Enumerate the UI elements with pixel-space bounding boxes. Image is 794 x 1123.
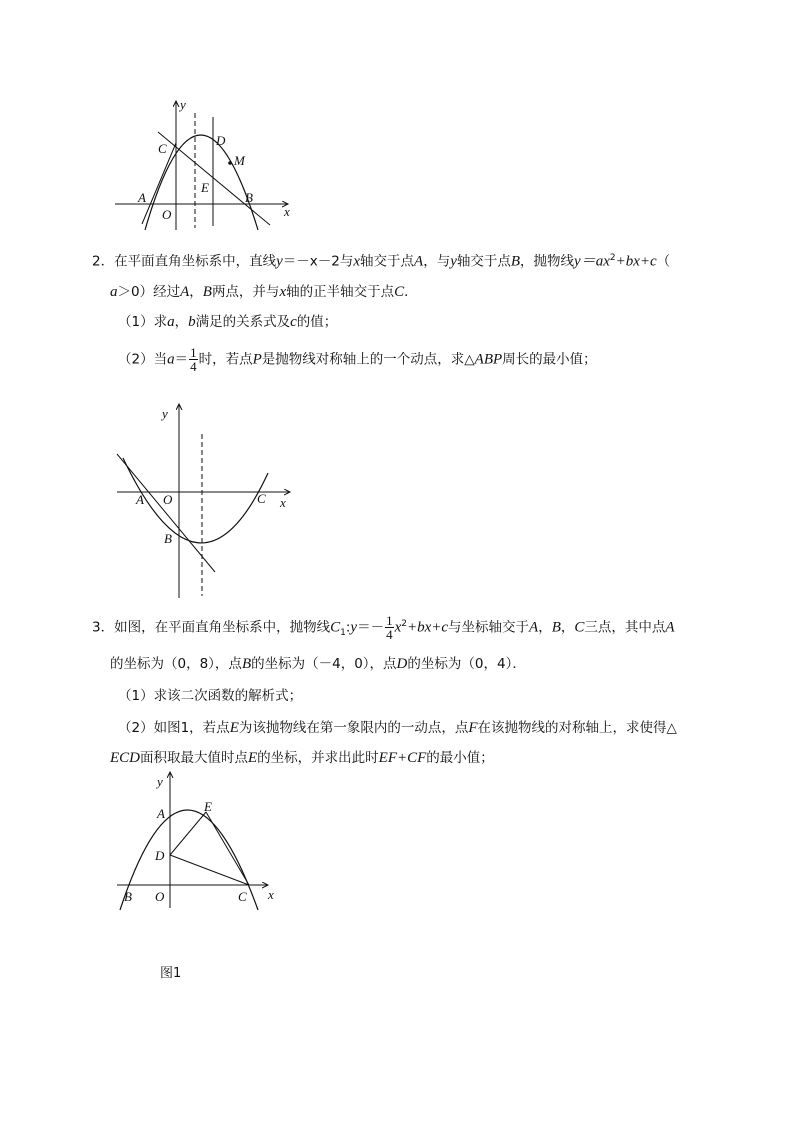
segment-ec [206,812,249,885]
label-o: O [162,207,172,222]
q3-part-2-cont: ECD面积取最大值时点E的坐标，并求出此时EF+CF的最小值； [110,750,494,766]
q2-part-1: （1）求a，b满足的关系式及c的值； [118,314,338,330]
label-a: A [136,492,144,507]
label-m: M [234,153,245,168]
q3-line-2: 的坐标为（0，8），点B的坐标为（－4，0），点D的坐标为（0，4）． [110,656,526,672]
segment-de [170,812,206,855]
fraction-one-quarter: $\frac{1}{4}$ [386,613,393,642]
q2-line-1: 2．在平面直角坐标系中，直线y＝－x－2与x轴交于点A，与y轴交于点B，抛物线$y=ax^2+bx+c$（ [92,253,671,270]
label-d: D [216,133,226,148]
label-b: B [164,531,172,546]
label-c: C [257,491,266,506]
label-y: y [180,97,186,112]
label-c: C [158,141,167,156]
label-d: D [155,848,165,863]
label-c: C [238,889,247,904]
label-y: y [162,406,168,421]
label-x: x [268,887,274,902]
figure-3-caption: 图1 [160,966,182,981]
q3-part-2: （2）如图1，若点E为该抛物线在第一象限内的一动点，点F在该抛物线的对称轴上，求使得△ [118,720,677,736]
label-b: B [124,889,132,904]
q3-line-1: 3．如图，在平面直角坐标系中，抛物线$C_1:y=-$ $\frac{1}{4}$ $x^2+bx+c$与坐标轴交于A，B，C三点，其中点A [92,613,675,642]
label-x: x [280,495,286,510]
fraction-one-quarter: $\frac{1}{4}$ [190,345,197,374]
q2-line-2: a＞0）经过A，B两点，并与x轴的正半轴交于点C． [110,284,418,300]
label-a: A [157,806,165,821]
label-y: y [157,774,163,789]
q3-part-1: （1）求该二次函数的解析式； [118,688,303,704]
label-o: O [163,492,173,507]
q2-part-2: （2）当a＝ $\frac{1}{4}$ 时，若点P是抛物线对称轴上的一个动点，求△ABP周长的最小值； [118,345,597,374]
label-o: O [155,889,165,904]
label-x: x [284,204,290,219]
label-e: E [204,799,212,814]
label-b: B [245,190,253,205]
label-a: A [138,190,146,205]
label-e: E [201,180,209,195]
